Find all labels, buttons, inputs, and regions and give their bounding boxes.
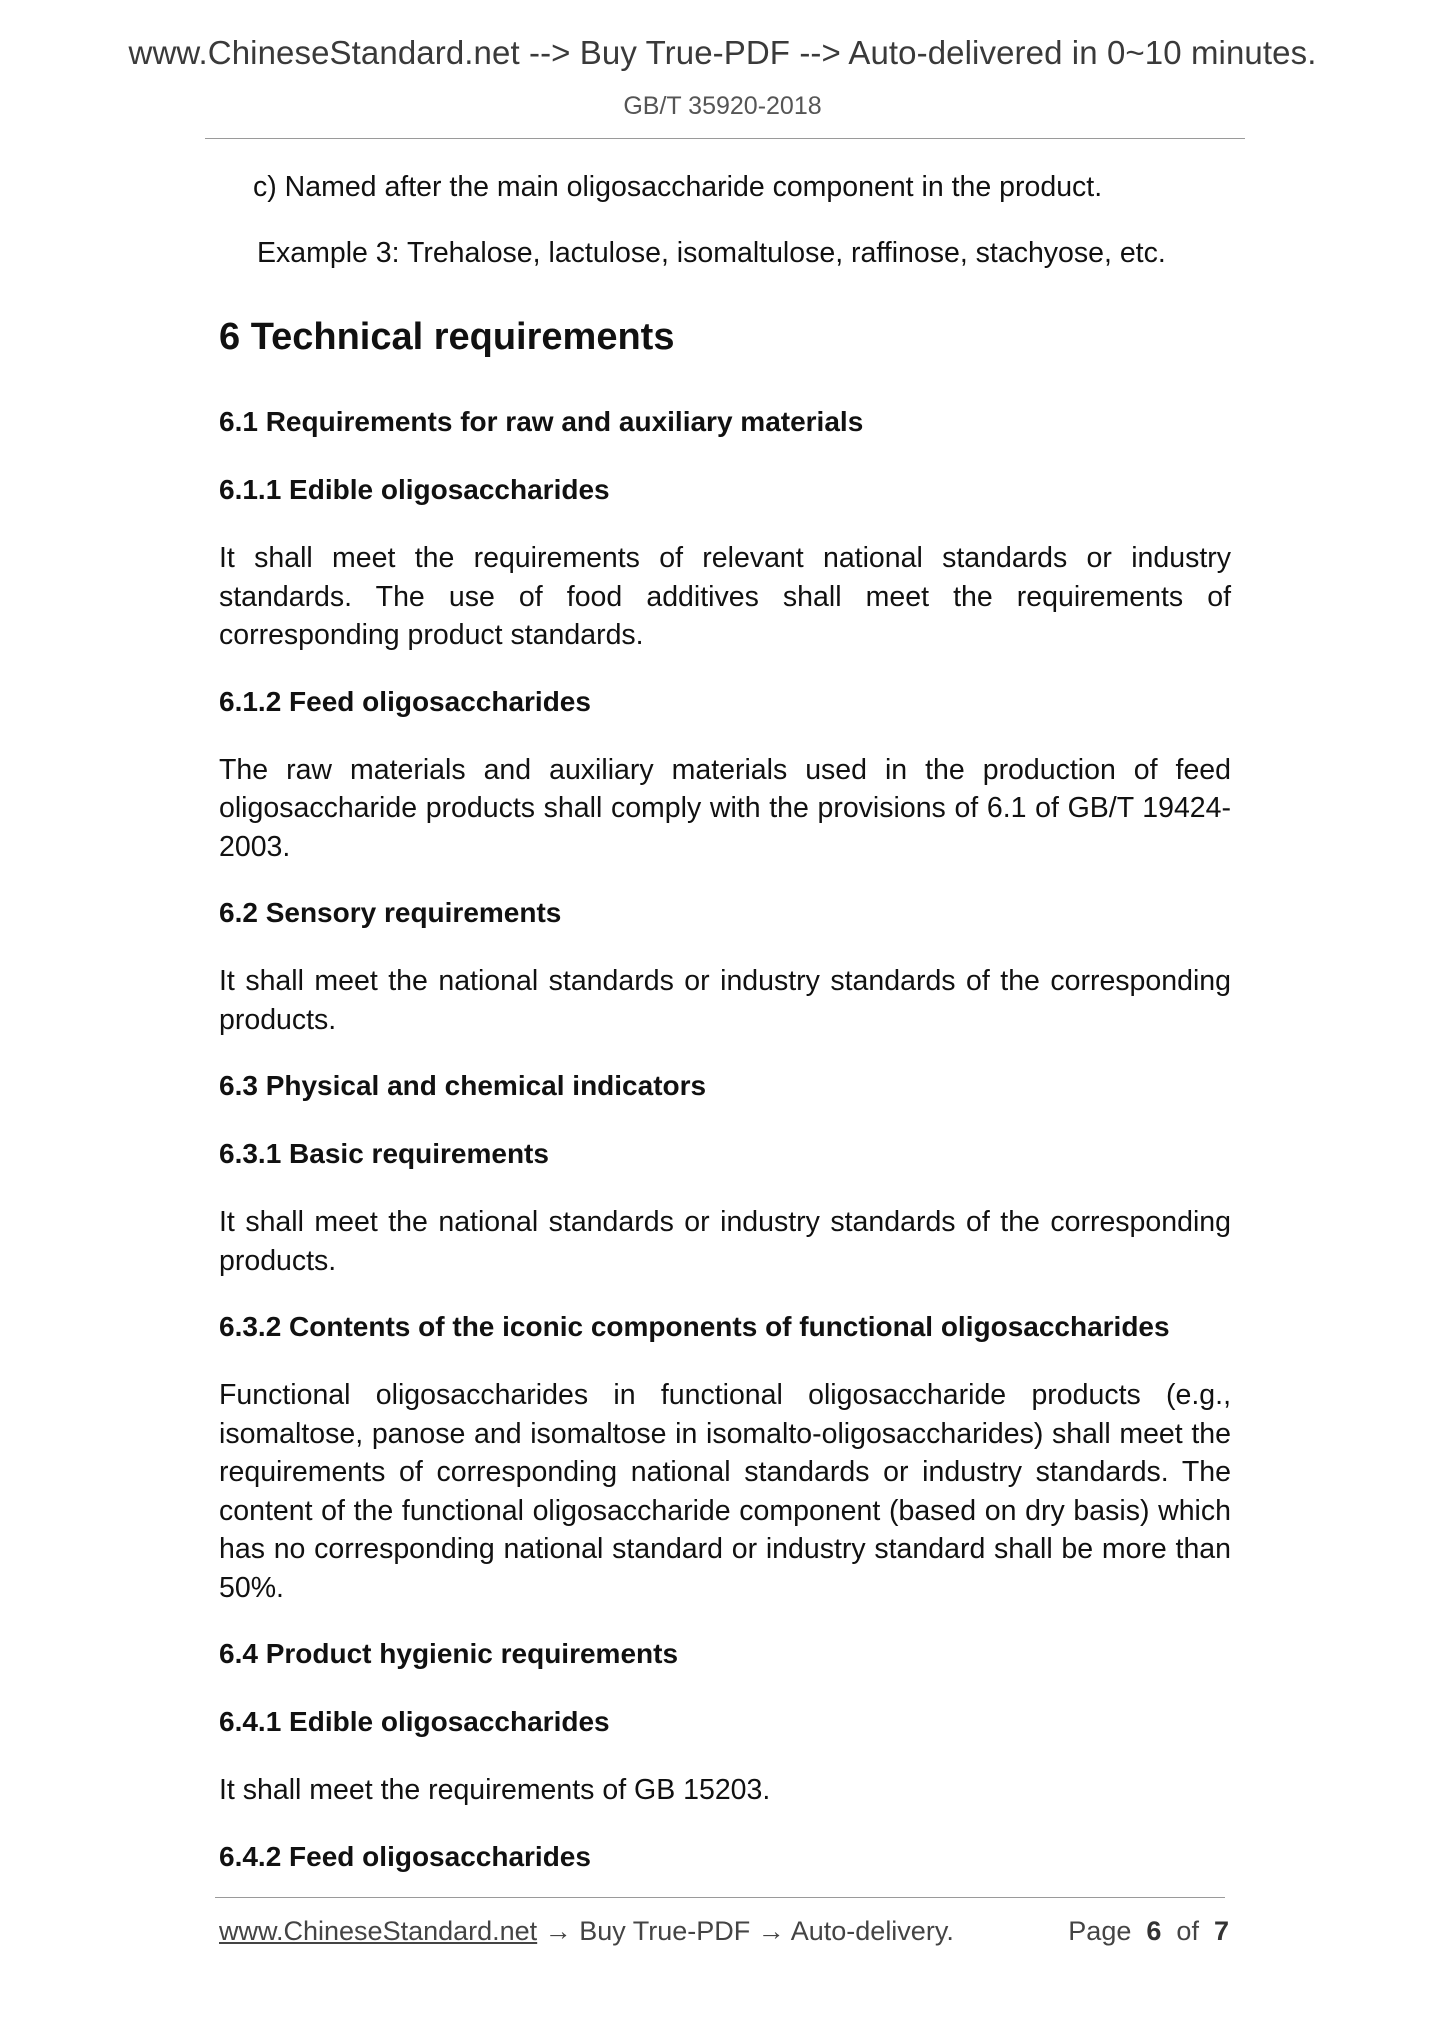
page-total: 7 — [1213, 1916, 1229, 1946]
section-6-1-2-heading: 6.1.2 Feed oligosaccharides — [219, 685, 591, 717]
header-divider — [205, 138, 1245, 139]
page-footer — [219, 1916, 1229, 1956]
section-6-3-1-text: It shall meet the national standards or industry standards of the corresponding products. — [219, 1206, 1231, 1277]
section-6-2-heading: 6.2 Sensory requirements — [219, 897, 562, 928]
section-6-1-heading: 6.1 Requirements for raw and auxiliary materials — [219, 406, 864, 437]
section-6-heading: 6 Technical requirements — [219, 316, 675, 358]
section-6-4-1-heading: 6.4.1 Edible oligosaccharides — [219, 1706, 610, 1737]
section-6-1-1-heading: 6.1.1 Edible oligosaccharides — [219, 474, 610, 505]
section-6-3-2-heading: 6.3.2 Contents of the iconic components of functional oligosaccharides — [219, 1311, 1170, 1342]
footer-tagline: → Buy True-PDF → Auto-delivery. — [537, 1916, 954, 1946]
section-6-2-text: It shall meet the national standards or industry standards of the corresponding products. — [219, 965, 1231, 1036]
example-3: Example 3: Trehalose, lactulose, isomaltulose, raffinose, stachyose, etc. — [257, 237, 1166, 269]
document-body — [219, 168, 1231, 1906]
section-6-1-2-text: The raw materials and auxiliary materials used in the production of feed oligosaccharide products shall comply with the provisions of 6.1 of GB/T 19424-2003. — [219, 753, 1231, 863]
section-6-4-1-text: It shall meet the requirements of GB 15203. — [219, 1774, 771, 1806]
section-6-4-2-heading: 6.4.2 Feed oligosaccharides — [219, 1840, 591, 1872]
of-label: of — [1176, 1916, 1199, 1946]
page-current: 6 — [1146, 1916, 1162, 1946]
list-item-c: c) Named after the main oligosaccharide component in the product. — [253, 171, 1103, 203]
section-6-4-heading: 6.4 Product hygienic requirements — [219, 1638, 679, 1669]
site-link[interactable]: www.ChineseStandard.net — [219, 1916, 538, 1946]
section-6-3-2-text: Functional oligosaccharides in functional oligosaccharide products (e.g., isomaltose, panose and isomaltose in isomalto-oligosaccharides) shall meet the requirements of corresponding national standards or industry standards. The content of the functional oligosaccharide component (based on dry basis) which has no corresponding national standard or industry standard shall be more than 50%. — [219, 1379, 1231, 1604]
footer-left — [219, 1916, 954, 1947]
section-6-1-1-text: It shall meet the requirements of relevant national standards or industry standards. The use of food additives shall meet the requirements of corresponding product standards. — [219, 542, 1231, 651]
site-banner: www.ChineseStandard.net --> Buy True-PDF --> Auto-delivered in 0~10 minutes. — [128, 34, 1317, 71]
standard-code: GB/T 35920-2018 — [623, 92, 822, 120]
page-counter — [1068, 1916, 1229, 1947]
section-6-3-heading: 6.3 Physical and chemical indicators — [219, 1070, 707, 1101]
footer-divider — [215, 1897, 1225, 1898]
page-label: Page — [1068, 1916, 1132, 1946]
section-6-3-1-heading: 6.3.1 Basic requirements — [219, 1138, 549, 1169]
